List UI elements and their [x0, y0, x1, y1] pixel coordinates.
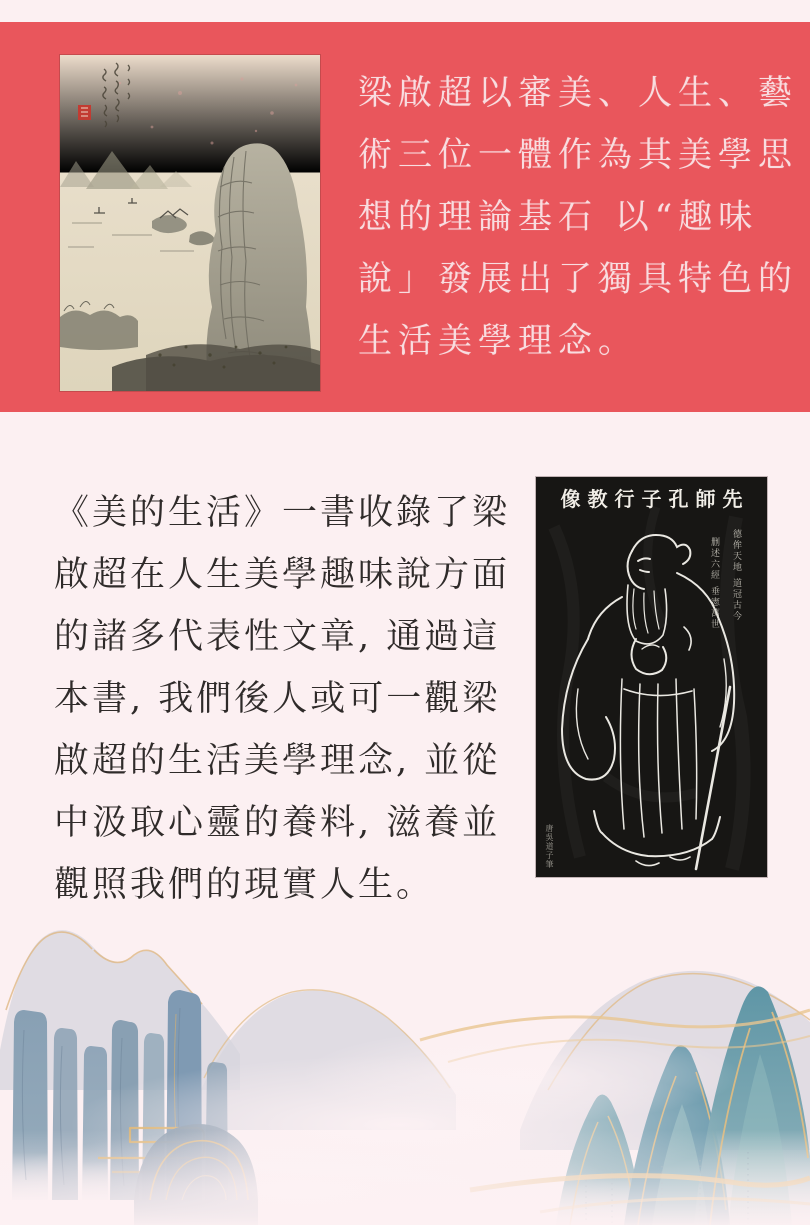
confucius-rubbing: [536, 477, 767, 877]
top-margin-strip: [0, 0, 810, 22]
hero-line-3: 想的理論基石 以“趣味: [358, 197, 759, 237]
paragraph-line-1: 《美的生活》一書收錄了梁: [54, 493, 511, 533]
rubbing-title: 像教行子孔師先: [560, 487, 750, 511]
ink-landscape-painting-image: [60, 55, 320, 391]
rubbing-inscription-right: 德侔天地 道冠古今: [731, 529, 741, 622]
ink-landscape-painting: [60, 55, 320, 391]
hero-line-4: 說」發展出了獨具特色的: [358, 259, 798, 299]
rubbing-signature: 唐吳道子筆: [545, 824, 554, 869]
painting-seal: [78, 105, 91, 120]
rubbing-inscription-left: 删述六經 垂憲萬世: [709, 537, 719, 630]
hero-section: [0, 22, 810, 412]
bottom-landscape-art: [0, 890, 810, 1225]
paragraph-line-7: 觀照我們的現實人生。: [54, 865, 435, 905]
body-paragraph: [54, 482, 529, 916]
bottom-landscape-image: [0, 890, 810, 1225]
paragraph-line-6: 中汲取心靈的養料, 滋養並: [54, 803, 501, 843]
paragraph-line-5: 啟超的生活美學理念, 並從: [54, 741, 501, 781]
paragraph-line-2: 啟超在人生美學趣味說方面: [54, 555, 511, 595]
paragraph-line-4: 本書, 我們後人或可一觀梁: [54, 679, 501, 719]
hero-line-2: 術三位一體作為其美學思: [358, 135, 798, 175]
hero-text-block: [358, 62, 808, 372]
hero-line-1: 梁啟超以審美、人生、藝: [358, 73, 798, 113]
paragraph-line-3: 的諸多代表性文章, 通過這: [54, 617, 501, 657]
hero-line-5: 生活美學理念。: [358, 321, 638, 361]
